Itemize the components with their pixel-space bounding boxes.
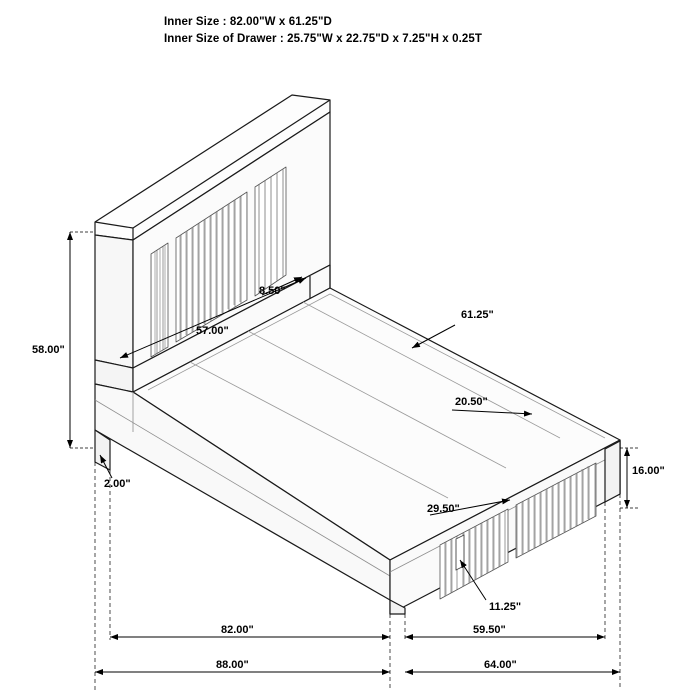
dim-1125: 11.25" [489,601,522,613]
inner-size-line: Inner Size : 82.00"W x 61.25"D [164,16,332,28]
bed-outline [95,95,620,614]
dim-64: 64.00" [484,659,517,671]
dim-2050: 20.50" [455,396,488,408]
dim-850: 8.50" [259,285,286,297]
dim-6125: 61.25" [461,309,494,321]
dim-88: 88.00" [216,659,249,671]
dim-16: 16.00" [632,465,665,477]
dim-2: 2.00" [104,478,131,490]
inner-size-drawer-line: Inner Size of Drawer : 25.75"W x 22.75"D x 7.25"H x 0.25T [164,33,483,45]
dim-2950: 29.50" [427,503,460,515]
dim-58: 58.00" [32,344,65,356]
dim-57: 57.00" [196,325,229,337]
dim-82: 82.00" [221,624,254,636]
dim-5950: 59.50" [473,624,506,636]
